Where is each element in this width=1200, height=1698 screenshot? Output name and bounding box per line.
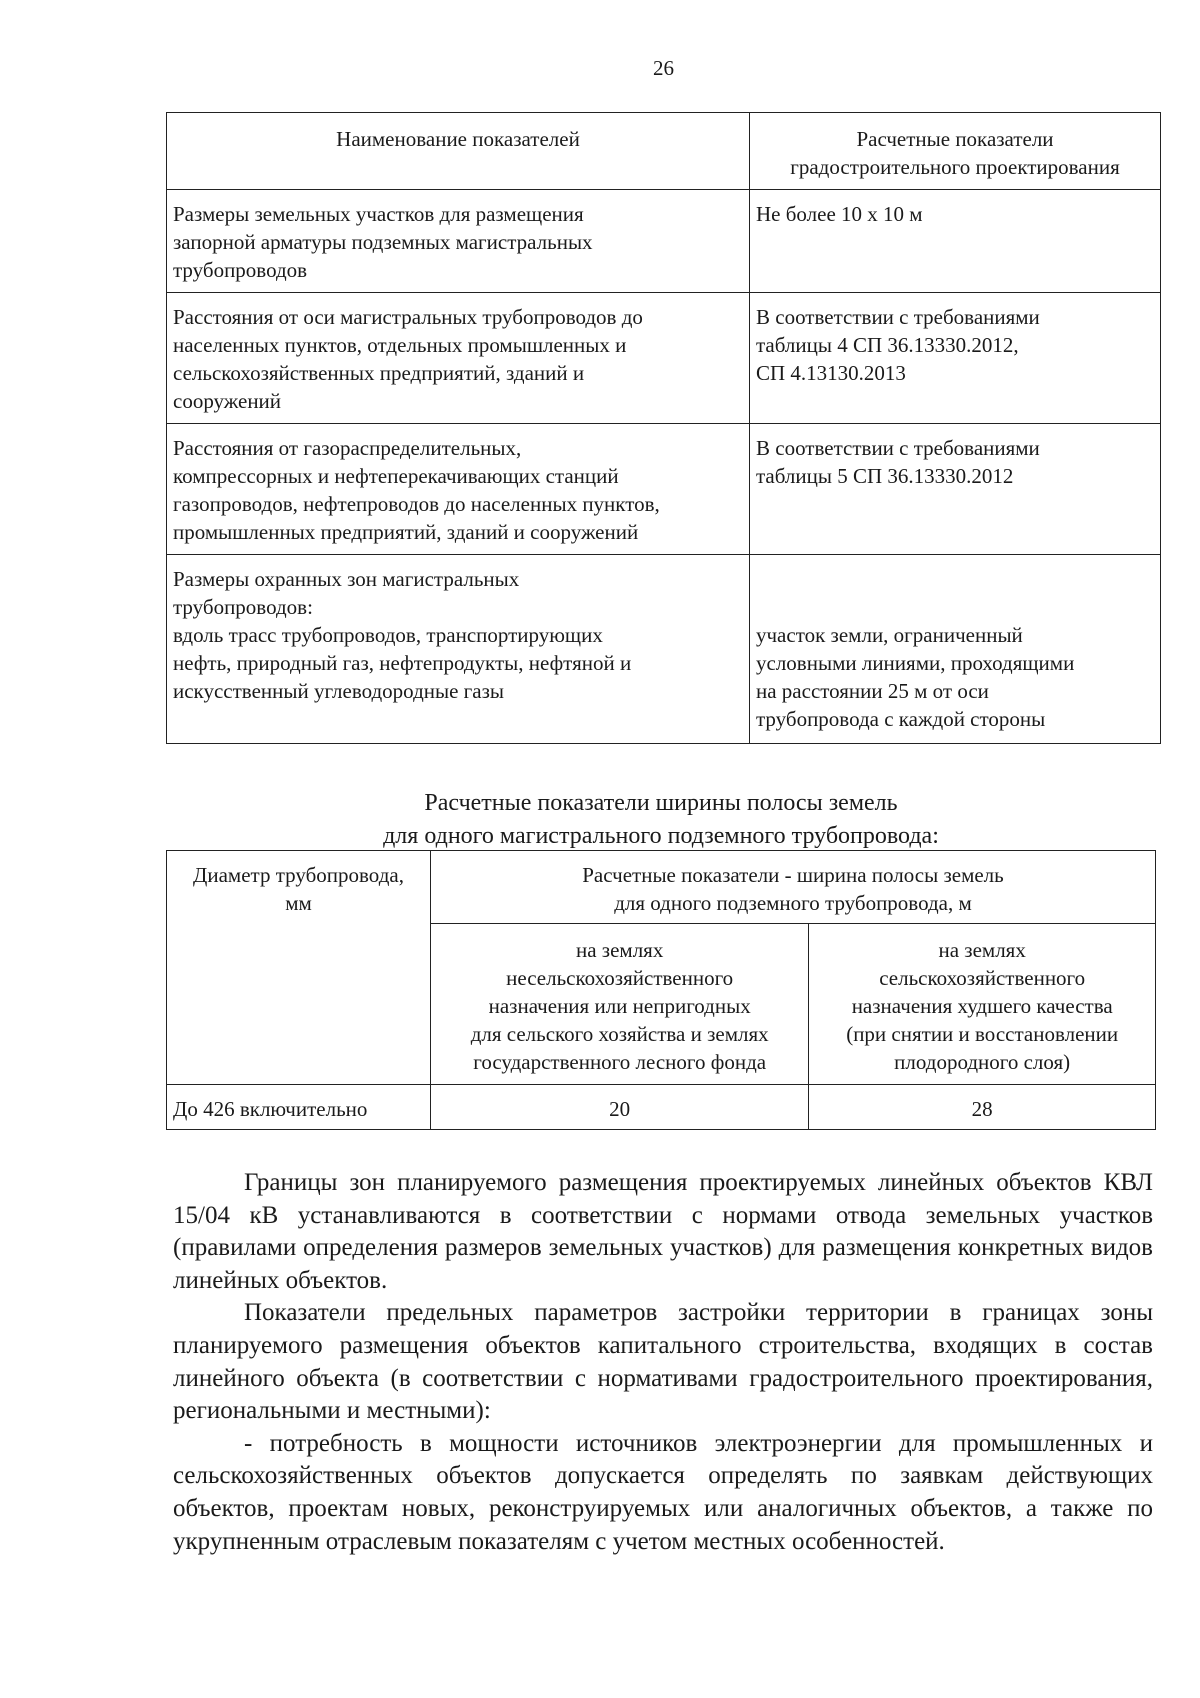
cell-line: трубопроводов [173, 258, 308, 282]
cell-line: сооружений [173, 389, 282, 413]
cell-line: трубопроводов: [173, 595, 313, 619]
cell-line: трубопровода с каждой стороны [756, 707, 1046, 731]
cell-line: Расстояния от оси магистральных трубопроводов до [173, 305, 643, 329]
header-line: назначения или непригодных [488, 994, 751, 1018]
cell-line: газопроводов, нефтепроводов до населенных пунктов, [173, 492, 660, 516]
header-line: государственного лесного фонда [473, 1050, 767, 1074]
indicator-value-cell [750, 190, 1161, 293]
header-line: назначения худшего качества [851, 994, 1113, 1018]
cell-line: промышленных предприятий, зданий и сооружений [173, 520, 639, 544]
header-line: на землях [938, 938, 1026, 962]
indicator-name-cell [167, 424, 750, 555]
cell-line: Размеры земельных участков для размещения [173, 202, 584, 226]
header-line: для одного подземного трубопровода, м [614, 891, 972, 915]
header-line: мм [285, 891, 312, 915]
table-row [167, 424, 1161, 555]
cell-line: сельскохозяйственных предприятий, зданий и [173, 361, 585, 385]
title-line: для одного магистрального подземного трубопровода: [383, 823, 939, 849]
cell-line: Не более 10 х 10 м [756, 202, 923, 226]
header-line: плодородного слоя) [894, 1050, 1071, 1074]
table-row [167, 1085, 1156, 1130]
cell-line: Расстояния от газораспределительных, [173, 436, 522, 460]
strip-width-table [166, 850, 1156, 1130]
cell-line: СП 4.13130.2013 [756, 361, 906, 385]
cell-line: на расстоянии 25 м от оси [756, 679, 989, 703]
header-calculated-values [750, 113, 1161, 190]
indicator-value-cell [750, 293, 1161, 424]
cell-line: таблицы 5 СП 36.13330.2012 [756, 464, 1014, 488]
header-line: на землях [575, 938, 664, 962]
paragraph: Показатели предельных параметров застройки территории в границах зоны планируемого размещения объектов капитального строительства, входящих в состав линейного объекта (в соответствии с нормативами градостроительного проектирования, региональными и местными): [173, 1299, 1153, 1425]
cell-line: компрессорных и нефтеперекачивающих станций [173, 464, 619, 488]
header-indicator-name: Наименование показателей [167, 113, 750, 190]
cell-line: В соответствии с требованиями [756, 305, 1040, 329]
cell-line: запорной арматуры подземных магистральных [173, 230, 593, 254]
indicator-name-cell [167, 555, 750, 744]
indicator-name-cell [167, 190, 750, 293]
cell-line: вдоль трасс трубопроводов, транспортирующих [173, 623, 603, 647]
header-line: Расчетные показатели [856, 127, 1054, 151]
cell-line: Размеры охранных зон магистральных [173, 567, 520, 591]
agricultural-width-cell: 28 [809, 1085, 1156, 1130]
header-line: Расчетные показатели - ширина полосы земель [582, 863, 1004, 887]
cell-line: таблицы 4 СП 36.13330.2012, [756, 333, 1019, 357]
table-row [167, 293, 1161, 424]
paragraph: - потребность в мощности источников электроэнергии для промышленных и сельскохозяйственных объектов допускается определять по заявкам действующих объектов, проектам новых, реконструируемых или аналогичных объектов, а также по укрупненным отраслевым показателям с учетом местных особенностей. [173, 1429, 1153, 1555]
paragraph: Границы зон планируемого размещения проектируемых линейных объектов КВЛ 15/04 кВ устанавливаются в соответствии с нормами отвода земельных участков (правилами определения размеров земельных участков) для размещения конкретных видов линейных объектов. [173, 1169, 1153, 1294]
indicator-value-cell [750, 424, 1161, 555]
body-text [173, 1167, 1153, 1558]
title-line: Расчетные показатели ширины полосы земель [424, 790, 898, 816]
cell-line: участок земли, ограниченный [756, 623, 1023, 647]
page-number: 26 [653, 56, 674, 80]
table-header-row [167, 851, 1156, 924]
header-line: Диаметр трубопровода, [193, 863, 404, 887]
non-agricultural-width-cell: 20 [431, 1085, 809, 1130]
cell-line: искусственный углеводородные газы [173, 679, 505, 703]
header-line: (при снятии и восстановлении [846, 1022, 1119, 1046]
indicators-table [166, 112, 1161, 744]
table-row [167, 555, 1161, 744]
cell-line: нефть, природный газ, нефтепродукты, нефтяной и [173, 651, 632, 675]
header-non-agricultural-lands [431, 924, 809, 1085]
header-line: для сельского хозяйства и землях [470, 1022, 769, 1046]
header-diameter [167, 851, 431, 1085]
header-line: сельскохозяйственного [879, 966, 1086, 990]
table-row [167, 190, 1161, 293]
diameter-cell: До 426 включительно [167, 1085, 431, 1130]
indicator-name-cell [167, 293, 750, 424]
indicator-value-cell [750, 555, 1161, 744]
table2-title [166, 787, 1156, 853]
cell-line: В соответствии с требованиями [756, 436, 1040, 460]
cell-line: населенных пунктов, отдельных промышленных и [173, 333, 627, 357]
header-agricultural-lands [809, 924, 1156, 1085]
header-line: несельскохозяйственного [506, 966, 734, 990]
header-strip-width-group [431, 851, 1156, 924]
header-line: градостроительного проектирования [790, 155, 1120, 179]
cell-line: условными линиями, проходящими [756, 651, 1075, 675]
table-header-row [167, 113, 1161, 190]
